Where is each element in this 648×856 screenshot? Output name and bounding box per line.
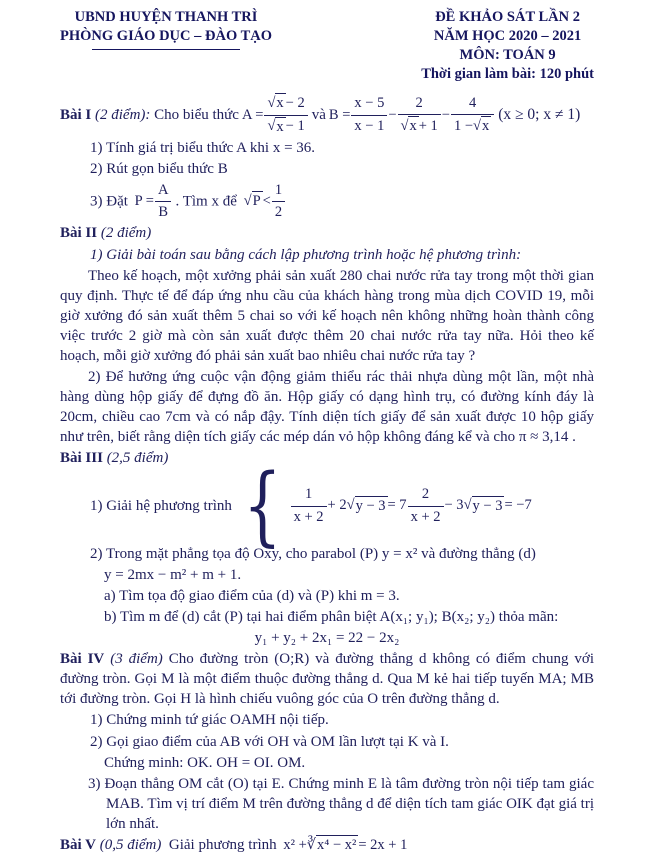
issuer-line2: PHÒNG GIÁO DỤC – ĐÀO TẠO <box>60 27 273 44</box>
problem5-statement <box>60 835 594 856</box>
equation-bai5: x² +∛x⁴ − x²= 2x + 1 <box>283 835 407 855</box>
problem1-and: và <box>311 107 326 124</box>
problem4-label: Bài IV <box>60 651 105 668</box>
expression-A: A = $\frac{√x- 2}{√x- 1}$ <box>242 93 309 137</box>
problem4-intro: Cho đường tròn (O;R) và đường thẳng d không có điểm chung với đường tròn. Gọi M là một điểm thuộc đường thẳng d. Qua M kẻ hai tiếp tuyến MA; MB tới đường tròn. Gọi H là hình chiếu vuông góc của O trên đường thẳng d. <box>60 651 595 708</box>
problem1-statement <box>60 93 594 137</box>
problem2-points: (2 điểm) <box>100 225 152 242</box>
problem1-item3-mid: . Tìm x để <box>175 192 237 209</box>
problem1-item1: 1) Tính giá trị biểu thức A khi x = 36. <box>90 140 316 157</box>
problem4-item2-line2: Chứng minh: OK. OH = OI. OM. <box>104 754 306 771</box>
problem5-intro: Giải phương trình <box>168 836 277 853</box>
problem1-item2: 2) Rút gọn biểu thức B <box>90 161 228 178</box>
problem3-equation: y₁ + y₂ + 2x₁ = 22 − 2x₂ <box>254 630 400 647</box>
problem2-label: Bài II <box>60 225 98 242</box>
problem2-paragraph1: Theo kế hoạch, một xưởng phải sản xuất 280 chai nước rửa tay trong một thời gian quy định. Thực tế để đáp ứng nhu cầu của khách hàng trong mùa dịch COVID 19, mỗi giờ xưởng đó sản xuất thêm 5 chai so với kế hoạch nên không những hoàn thành công việc trước 2 giờ mà còn sản xuất được thêm 20 chai nước rửa tay nữa. Hỏi theo kế hoạch, mỗi giờ xưởng đó phải sản xuất bao nhiêu chai nước rửa tay ? <box>60 267 594 364</box>
problem4-item2: 2) Gọi giao điểm của AB với OH và OM lần lượt tại K và I. <box>90 733 449 750</box>
problem5-label: Bài V <box>60 836 96 853</box>
problem3-item2-line2: y = 2mx − m² + m + 1. <box>104 566 242 583</box>
problem4-item3: 3) Đoạn thẳng OM cắt (O) tại E. Chứng minh E là tâm đường tròn nội tiếp tam giác MAB. Tìm vị trí điểm M trên đường thẳng d để diện tích tam giác OIK đạt giá trị lớn nhất. <box>88 775 594 832</box>
problem3-item1-pre: 1) Giải hệ phương trình <box>90 498 232 515</box>
header-rule <box>92 49 240 50</box>
problem3-label: Bài III <box>60 450 103 467</box>
exam-duration: Thời gian làm bài: 120 phút <box>421 65 594 82</box>
problem2-paragraph2: 2) Để hưởng ứng cuộc vận động giảm thiểu rác thải nhựa dùng một lần, một nhà hàng dùng hộp giấy để đựng đồ ăn. Hộp giấy có dạng hình trụ, có đường kính đáy là 20cm, chiều cao 7cm và có nắp đậy. Tính diện tích giấy để sản xuất được 10 hộp giấy như trên, biết rằng diện tích giấy các mép dán vỏ hộp không đáng kể và cho π ≈ 3,14 . <box>60 369 594 446</box>
problem3-item2a: a) Tìm tọa độ giao điểm của (d) và (P) khi m = 3. <box>104 587 400 604</box>
problem4-statement <box>60 649 594 709</box>
problem3-item2b: b) Tìm m để (d) cắt (P) tại hai điểm phân biệt A(x₁; y₁); B(x₂; y₂) thỏa mãn: <box>104 608 559 625</box>
problem1-label: Bài I <box>60 107 92 124</box>
exam-subject: MÔN: TOÁN 9 <box>459 46 556 63</box>
expression-B: B = $\frac{x - 5}{x - 1}$ − $\frac{2}{√x+ 1}$ − $\frac{4}{1 -√x}$ <box>329 94 495 137</box>
expression-sqrtP: √P< $\frac{1}{2}$ <box>244 181 286 223</box>
problem3-points: (2,5 điểm) <box>106 450 169 467</box>
exam-title: ĐỀ KHẢO SÁT LẦN 2 <box>435 9 580 25</box>
issuer-line1: UBND HUYỆN THANH TRÌ <box>74 9 258 25</box>
problem3-item2: 2) Trong mặt phẳng tọa độ Oxy, cho parabol (P) y = x² và đường thẳng (d) <box>90 545 536 562</box>
problem1-points: (2 điểm): <box>95 107 151 124</box>
expression-P: P = $\frac{A}{B}$ <box>135 181 173 223</box>
problem1-item3 <box>60 181 594 223</box>
problem1-item3-pre: 3) Đặt <box>90 192 128 209</box>
exam-year: NĂM HỌC 2020 – 2021 <box>433 27 582 44</box>
exam-body <box>60 93 594 855</box>
header-exam-info <box>421 8 594 83</box>
problem4-points: (3 điểm) <box>110 651 163 668</box>
problem2-item1: 1) Giải bài toán sau bằng cách lập phương trình hoặc hệ phương trình: <box>90 246 522 263</box>
problem1-intro: Cho biểu thức <box>154 107 239 124</box>
problem2-heading <box>60 223 594 243</box>
problem5-points: (0,5 điểm) <box>99 836 162 853</box>
equation-system: { $\frac{1}{x + 2}$ + 2√y − 3= 7 $\frac{2}{x + 2}$ − 3√y − 3= −7 <box>243 455 532 556</box>
problem1-condition: (x ≥ 0; x ≠ 1) <box>498 105 581 123</box>
problem3-heading <box>60 448 594 468</box>
header-issuer <box>60 8 272 50</box>
header <box>60 8 594 83</box>
problem4-item1: 1) Chứng minh tứ giác OAMH nội tiếp. <box>90 712 329 729</box>
